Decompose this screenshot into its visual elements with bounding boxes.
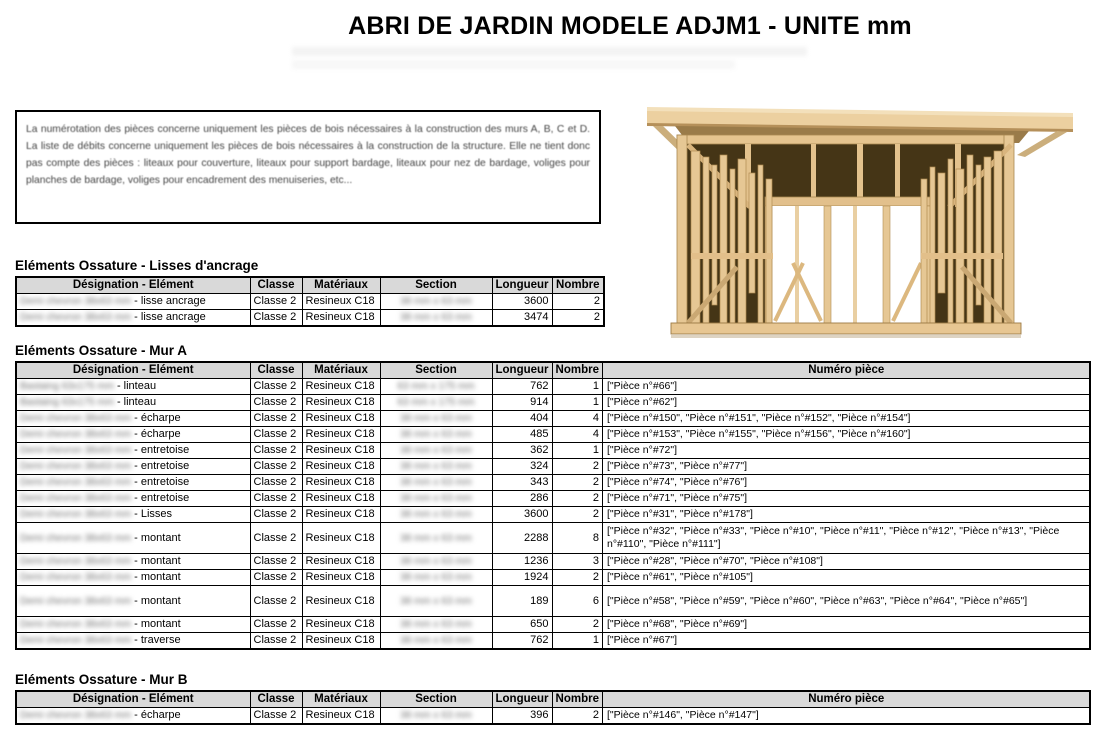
cell-nombre: 3: [552, 554, 602, 570]
table-row: [16, 523, 1090, 554]
cell-nombre: 1: [552, 379, 602, 395]
cell-numero-piece: ["Pièce n°#67"]: [602, 633, 1090, 650]
cell-designation: [16, 310, 250, 327]
cell-classe: Classe 2: [250, 708, 302, 725]
cell-materiaux: Resineux C18: [302, 395, 380, 411]
column-header: Numéro pièce: [602, 362, 1090, 379]
redacted-designation-text: Demi chevron 38x63 mm: [20, 509, 132, 520]
cell-section: [380, 507, 492, 523]
cell-designation: [16, 443, 250, 459]
cell-designation: [16, 459, 250, 475]
cell-section: [380, 586, 492, 617]
table-lisses-ancrage: [15, 276, 605, 327]
table-title-lisses-ancrage: Eléments Ossature - Lisses d'ancrage: [15, 258, 259, 273]
designation-element-label: - entretoise: [134, 444, 190, 456]
cell-section: [380, 523, 492, 554]
redacted-section-text: 38 mm x 63 mm: [400, 532, 472, 544]
cell-longueur: 3474: [492, 310, 552, 327]
cell-designation: [16, 411, 250, 427]
cell-materiaux: Resineux C18: [302, 310, 380, 327]
cell-materiaux: Resineux C18: [302, 443, 380, 459]
cell-classe: Classe 2: [250, 459, 302, 475]
note-box: [15, 110, 601, 224]
column-header: Section: [380, 691, 492, 708]
cell-section: [380, 708, 492, 725]
redacted-section-text: 63 mm x 175 mm: [397, 397, 475, 408]
redacted-section-text: 38 mm x 63 mm: [400, 556, 472, 567]
redacted-section-text: 38 mm x 63 mm: [400, 509, 472, 520]
cell-longueur: 914: [492, 395, 552, 411]
table-row: [16, 379, 1090, 395]
redacted-designation-text: Demi chevron 38x63 mm: [20, 635, 132, 646]
cell-nombre: 1: [552, 633, 602, 650]
table-section-mur-a: [15, 343, 1091, 650]
cell-section: [380, 491, 492, 507]
cell-nombre: 8: [552, 523, 602, 554]
column-header: Section: [380, 277, 492, 294]
cell-longueur: 1924: [492, 570, 552, 586]
cell-numero-piece: ["Pièce n°#74", "Pièce n°#76"]: [602, 475, 1090, 491]
cell-numero-piece: ["Pièce n°#72"]: [602, 443, 1090, 459]
redacted-section-text: 38 mm x 63 mm: [400, 572, 472, 583]
cell-numero-piece: ["Pièce n°#73", "Pièce n°#77"]: [602, 459, 1090, 475]
cell-nombre: 2: [552, 491, 602, 507]
cell-materiaux: Resineux C18: [302, 475, 380, 491]
table-row: [16, 507, 1090, 523]
cell-classe: Classe 2: [250, 617, 302, 633]
cell-numero-piece: ["Pièce n°#32", "Pièce n°#33", "Pièce n°#10", "Pièce n°#11", "Pièce n°#12", "Pièce n°#13", "Pièce n°#110", "Pièce n°#111"]: [602, 523, 1090, 554]
cell-numero-piece: ["Pièce n°#153", "Pièce n°#155", "Pièce n°#156", "Pièce n°#160"]: [602, 427, 1090, 443]
cell-materiaux: Resineux C18: [302, 411, 380, 427]
column-header: Désignation - Elément: [16, 277, 250, 294]
cell-numero-piece: ["Pièce n°#68", "Pièce n°#69"]: [602, 617, 1090, 633]
shed-frame-illustration: [625, 95, 1095, 350]
table-section-lisses-ancrage: [15, 258, 605, 327]
cell-longueur: 762: [492, 379, 552, 395]
column-header: Matériaux: [302, 691, 380, 708]
cell-section: [380, 459, 492, 475]
cell-designation: [16, 633, 250, 650]
cell-section: [380, 310, 492, 327]
cell-designation: [16, 294, 250, 310]
cell-section: [380, 554, 492, 570]
designation-element-label: - entretoise: [134, 476, 190, 488]
cell-nombre: 4: [552, 427, 602, 443]
designation-element-label: - montant: [134, 531, 181, 544]
cell-nombre: 1: [552, 395, 602, 411]
column-header: Matériaux: [302, 362, 380, 379]
header-row: [16, 691, 1090, 708]
cell-numero-piece: ["Pièce n°#71", "Pièce n°#75"]: [602, 491, 1090, 507]
cell-longueur: 1236: [492, 554, 552, 570]
cell-designation: [16, 379, 250, 395]
cell-section: [380, 617, 492, 633]
cell-designation: [16, 708, 250, 725]
table-mur-b: [15, 690, 1091, 725]
redacted-section-text: 38 mm x 63 mm: [400, 710, 472, 721]
cell-section: [380, 294, 492, 310]
cell-materiaux: Resineux C18: [302, 523, 380, 554]
redacted-designation-text: Bastaing 63x175 mm: [20, 381, 114, 392]
column-header: Longueur: [492, 362, 552, 379]
redacted-designation-text: Bastaing 63x175 mm: [20, 397, 114, 408]
table-row: [16, 491, 1090, 507]
cell-classe: Classe 2: [250, 443, 302, 459]
cell-designation: [16, 475, 250, 491]
faded-subtitle-artifact: [292, 47, 807, 73]
cell-longueur: 189: [492, 586, 552, 617]
cell-longueur: 3600: [492, 507, 552, 523]
table-row: [16, 459, 1090, 475]
table-row: [16, 617, 1090, 633]
cell-numero-piece: ["Pièce n°#31", "Pièce n°#178"]: [602, 507, 1090, 523]
page-title: ABRI DE JARDIN MODELE ADJM1 - UNITE mm: [348, 12, 912, 40]
table-row: [16, 411, 1090, 427]
redacted-section-text: 38 mm x 63 mm: [400, 635, 472, 646]
designation-element-label: - lisse ancrage: [134, 295, 206, 307]
cell-longueur: 485: [492, 427, 552, 443]
cell-numero-piece: ["Pièce n°#146", "Pièce n°#147"]: [602, 708, 1090, 725]
cell-classe: Classe 2: [250, 310, 302, 327]
cell-materiaux: Resineux C18: [302, 570, 380, 586]
cell-designation: [16, 586, 250, 617]
table-row: [16, 475, 1090, 491]
cell-designation: [16, 617, 250, 633]
table-title-mur-b: Eléments Ossature - Mur B: [15, 672, 188, 687]
cell-classe: Classe 2: [250, 379, 302, 395]
header-row: [16, 277, 604, 294]
column-header: Longueur: [492, 277, 552, 294]
cell-classe: Classe 2: [250, 586, 302, 617]
table-row: [16, 427, 1090, 443]
designation-element-label: - montant: [134, 594, 181, 607]
note-text: La numérotation des pièces concerne uniquement les pièces de bois nécessaires à la construction des murs A, B, C et D. La liste de débits concerne uniquement les pièces de bois nécessaires à la construction de la structure. Elle ne tient donc pas compte des pièces : liteaux pour couverture, liteaux pour support bardage, liteaux pour nez de bardage, voliges pour planches de bardage, voliges pour encadrement des menuiseries, etc...: [26, 124, 590, 186]
cell-numero-piece: ["Pièce n°#150", "Pièce n°#151", "Pièce n°#152", "Pièce n°#154"]: [602, 411, 1090, 427]
redacted-designation-text: Demi chevron 38x63 mm: [20, 595, 132, 607]
cell-nombre: 1: [552, 443, 602, 459]
column-header: Nombre: [552, 691, 602, 708]
header-row: [16, 362, 1090, 379]
column-header: Nombre: [552, 277, 604, 294]
column-header: Numéro pièce: [602, 691, 1090, 708]
cell-nombre: 2: [552, 475, 602, 491]
cell-longueur: 404: [492, 411, 552, 427]
cell-designation: [16, 570, 250, 586]
cell-classe: Classe 2: [250, 570, 302, 586]
table-row: [16, 554, 1090, 570]
redacted-designation-text: Demi chevron 38x63 mm: [20, 413, 132, 424]
redacted-designation-text: Demi chevron 38x63 mm: [20, 429, 132, 440]
column-header: Longueur: [492, 691, 552, 708]
cell-longueur: 762: [492, 633, 552, 650]
cell-nombre: 4: [552, 411, 602, 427]
table-row: [16, 633, 1090, 650]
table-row: [16, 570, 1090, 586]
designation-element-label: - traverse: [134, 634, 181, 646]
cell-designation: [16, 554, 250, 570]
redacted-section-text: 38 mm x 63 mm: [400, 445, 472, 456]
cell-section: [380, 411, 492, 427]
designation-element-label: - Lisses: [134, 508, 173, 520]
cell-numero-piece: ["Pièce n°#28", "Pièce n°#70", "Pièce n°#108"]: [602, 554, 1090, 570]
cell-materiaux: Resineux C18: [302, 617, 380, 633]
cell-materiaux: Resineux C18: [302, 294, 380, 310]
table-row: [16, 443, 1090, 459]
column-header: Classe: [250, 691, 302, 708]
cell-classe: Classe 2: [250, 395, 302, 411]
cell-longueur: 396: [492, 708, 552, 725]
cell-longueur: 324: [492, 459, 552, 475]
redacted-designation-text: Demi chevron 38x63 mm: [20, 296, 132, 307]
redacted-section-text: 38 mm x 63 mm: [400, 619, 472, 630]
redacted-section-text: 38 mm x 63 mm: [400, 312, 472, 323]
cell-nombre: 2: [552, 294, 604, 310]
designation-element-label: - écharpe: [134, 412, 181, 424]
redacted-designation-text: Demi chevron 38x63 mm: [20, 477, 132, 488]
cell-classe: Classe 2: [250, 491, 302, 507]
cell-nombre: 2: [552, 507, 602, 523]
table-row: [16, 708, 1090, 725]
redacted-designation-text: Demi chevron 38x63 mm: [20, 312, 132, 323]
cell-designation: [16, 507, 250, 523]
column-header: Matériaux: [302, 277, 380, 294]
cell-materiaux: Resineux C18: [302, 708, 380, 725]
cell-longueur: 2288: [492, 523, 552, 554]
table-row: [16, 294, 604, 310]
column-header: Classe: [250, 362, 302, 379]
designation-element-label: - linteau: [116, 396, 157, 408]
column-header: Nombre: [552, 362, 602, 379]
designation-element-label: - linteau: [116, 380, 157, 392]
cell-nombre: 6: [552, 586, 602, 617]
redacted-designation-text: Demi chevron 38x63 mm: [20, 619, 132, 630]
cell-classe: Classe 2: [250, 507, 302, 523]
column-header: Désignation - Elément: [16, 691, 250, 708]
redacted-section-text: 38 mm x 63 mm: [400, 296, 472, 307]
column-header: Classe: [250, 277, 302, 294]
cell-classe: Classe 2: [250, 294, 302, 310]
cell-section: [380, 427, 492, 443]
table-mur-a: [15, 361, 1091, 650]
redacted-designation-text: Demi chevron 38x63 mm: [20, 445, 132, 456]
designation-element-label: - entretoise: [134, 460, 190, 472]
redacted-section-text: 38 mm x 63 mm: [400, 461, 472, 472]
column-header: Désignation - Elément: [16, 362, 250, 379]
table-section-mur-b: [15, 672, 1091, 725]
cell-nombre: 2: [552, 459, 602, 475]
cell-materiaux: Resineux C18: [302, 491, 380, 507]
table-row: [16, 395, 1090, 411]
cell-designation: [16, 491, 250, 507]
cell-classe: Classe 2: [250, 523, 302, 554]
redacted-designation-text: Demi chevron 38x63 mm: [20, 710, 132, 721]
redacted-designation-text: Demi chevron 38x63 mm: [20, 556, 132, 567]
redacted-section-text: 38 mm x 63 mm: [400, 477, 472, 488]
redacted-designation-text: Demi chevron 38x63 mm: [20, 572, 132, 583]
cell-classe: Classe 2: [250, 554, 302, 570]
redacted-designation-text: Demi chevron 38x63 mm: [20, 493, 132, 504]
cell-nombre: 2: [552, 617, 602, 633]
cell-materiaux: Resineux C18: [302, 427, 380, 443]
cell-section: [380, 395, 492, 411]
designation-element-label: - montant: [134, 618, 181, 630]
cell-materiaux: Resineux C18: [302, 507, 380, 523]
designation-element-label: - lisse ancrage: [134, 311, 206, 323]
cell-designation: [16, 395, 250, 411]
cell-section: [380, 633, 492, 650]
cell-classe: Classe 2: [250, 411, 302, 427]
cell-nombre: 2: [552, 708, 602, 725]
designation-element-label: - écharpe: [134, 428, 181, 440]
cell-longueur: 650: [492, 617, 552, 633]
cell-materiaux: Resineux C18: [302, 633, 380, 650]
cell-designation: [16, 427, 250, 443]
cell-numero-piece: ["Pièce n°#58", "Pièce n°#59", "Pièce n°#60", "Pièce n°#63", "Pièce n°#64", "Pièce n°#65"]: [602, 586, 1090, 617]
column-header: Section: [380, 362, 492, 379]
redacted-section-text: 63 mm x 175 mm: [397, 381, 475, 392]
cell-longueur: 362: [492, 443, 552, 459]
cell-materiaux: Resineux C18: [302, 586, 380, 617]
cell-longueur: 286: [492, 491, 552, 507]
redacted-section-text: 38 mm x 63 mm: [400, 413, 472, 424]
cell-materiaux: Resineux C18: [302, 379, 380, 395]
designation-element-label: - entretoise: [134, 492, 190, 504]
cell-materiaux: Resineux C18: [302, 554, 380, 570]
cell-classe: Classe 2: [250, 475, 302, 491]
cell-section: [380, 570, 492, 586]
redacted-designation-text: Demi chevron 38x63 mm: [20, 461, 132, 472]
cell-section: [380, 475, 492, 491]
table-row: [16, 310, 604, 327]
cell-designation: [16, 523, 250, 554]
designation-element-label: - montant: [134, 555, 181, 567]
table-row: [16, 586, 1090, 617]
cell-numero-piece: ["Pièce n°#62"]: [602, 395, 1090, 411]
cell-nombre: 2: [552, 570, 602, 586]
designation-element-label: - écharpe: [134, 709, 181, 721]
table-title-mur-a: Eléments Ossature - Mur A: [15, 343, 188, 358]
redacted-section-text: 38 mm x 63 mm: [400, 493, 472, 504]
designation-element-label: - montant: [134, 571, 181, 583]
cell-section: [380, 379, 492, 395]
cell-nombre: 2: [552, 310, 604, 327]
cell-classe: Classe 2: [250, 633, 302, 650]
cell-longueur: 3600: [492, 294, 552, 310]
redacted-designation-text: Demi chevron 38x63 mm: [20, 532, 132, 544]
redacted-section-text: 38 mm x 63 mm: [400, 595, 472, 607]
cell-materiaux: Resineux C18: [302, 459, 380, 475]
cell-numero-piece: ["Pièce n°#61", "Pièce n°#105"]: [602, 570, 1090, 586]
cell-numero-piece: ["Pièce n°#66"]: [602, 379, 1090, 395]
cell-longueur: 343: [492, 475, 552, 491]
redacted-section-text: 38 mm x 63 mm: [400, 429, 472, 440]
cell-section: [380, 443, 492, 459]
cell-classe: Classe 2: [250, 427, 302, 443]
